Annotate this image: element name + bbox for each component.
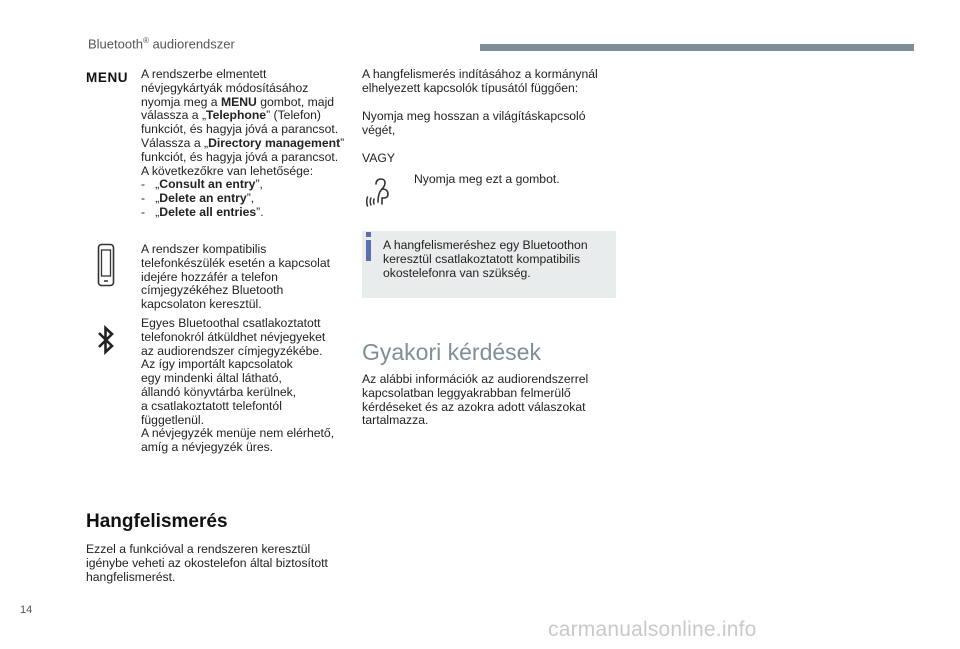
voice-description: Ezzel a funkcióval a rendszeren keresztül igénybe veheti az okostelefon által biztosított hangfelismerést. [86, 542, 328, 584]
header-rule [480, 44, 914, 51]
bluetooth-icon [96, 324, 116, 361]
section-heading-faq: Gyakori kérdések [362, 339, 541, 365]
voice-start-intro: A hangfelismerés indításához a kormánynál elhelyezett kapcsolók típusától függően: [362, 67, 598, 95]
voice-command-icon [366, 176, 400, 215]
watermark: carmanualsonline.info [548, 618, 757, 641]
menu-instructions: A rendszerbe elmentett névjegykártyák módosításához nyomja meg a MENU gombot, majd válassza a „Telephone” (Telefon) funkciót, és hagyja jóvá a parancsot. Válassza a „Directory management” funkciót, és hagyja jóvá a parancsot. A következőkre van lehetősége: - „Consult an entry”, - „Delete an entry”, - „Delete all entries”. [141, 68, 351, 220]
voice-button-instruction: Nyomja meg ezt a gombot. [414, 172, 560, 186]
info-icon [366, 232, 371, 237]
phone-icon [97, 243, 115, 292]
page-number: 14 [20, 604, 33, 616]
info-icon-bar [366, 240, 371, 261]
faq-description: Az alábbi információk az audiorendszerrel kapcsolatban leggyakrabban felmerülő kérdéseket és az azokra adott válaszokat tartalmazza. [362, 372, 589, 428]
option-delete-all: - „Delete all entries”. [141, 204, 264, 219]
phone-description: A rendszer kompatibilis telefonkészülék esetén a kapcsolat idejére hozzáfér a telefon címjegyzékéhez Bluetooth kapcsolaton keresztül. [141, 242, 331, 312]
running-header: Bluetooth® audiorendszer [88, 36, 235, 52]
bluetooth-description: Egyes Bluetoothal csatlakoztatott telefonokról átküldhet névjegyeket az audiorendszer címjegyzékébe. Az így importált kapcsolatok egy mindenki által látható, állandó könyvtárba kerülnek, a csatlakoztatott telefontól függetlenül. A névjegyzék menüje nem elérhető, amíg a névjegyzék üres. [141, 316, 335, 455]
section-heading-voice: Hangfelismerés [86, 511, 228, 532]
option-delete: - „Delete an entry”, [141, 191, 255, 206]
menu-button-label: MENU [86, 70, 129, 85]
info-text: A hangfelismeréshez egy Bluetoothon keresztül csatlakoztatott kompatibilis okostelefonra van szükség. [383, 238, 588, 280]
light-switch-instruction: Nyomja meg hosszan a világításkapcsoló végét, [362, 109, 586, 137]
or-separator: VAGY [362, 151, 395, 165]
option-consult: - „Consult an entry”, [141, 177, 263, 192]
